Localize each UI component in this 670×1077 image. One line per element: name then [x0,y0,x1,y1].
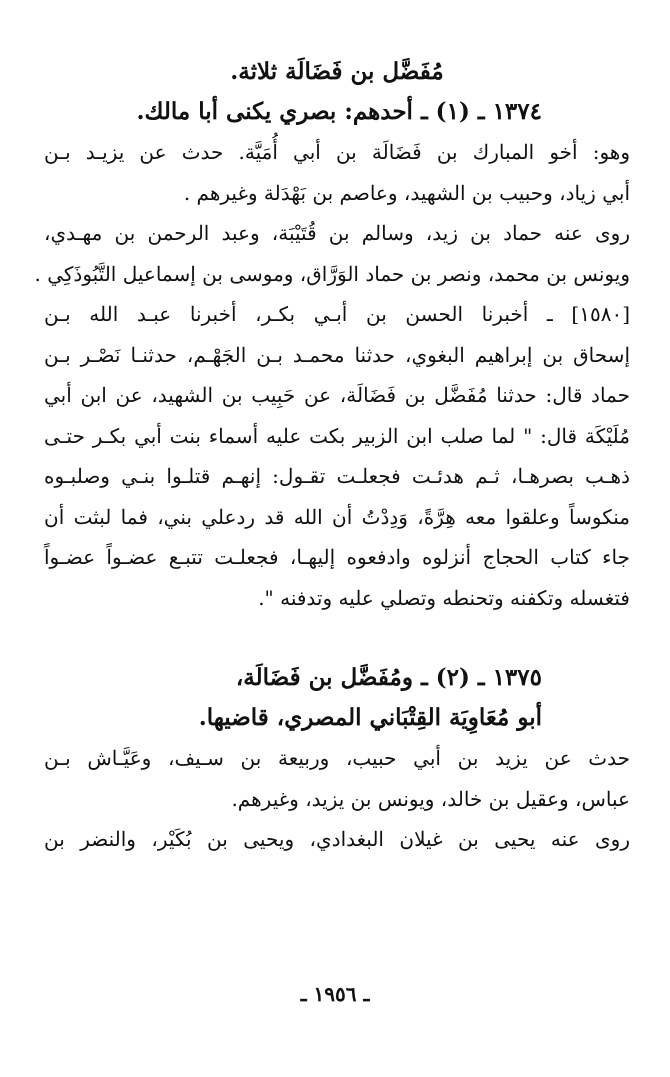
text-line: جاء كتاب الحجاج أنزلوه وادفعوه إليهـا، فجعلـت تتبـع عضـواً عضـواً [44,545,630,569]
text-line: منكوساً وعلقوا معه هِرَّةً، وَدِدْتُ أن الله قد ردعلي بني، فما لبثت أن [44,504,630,529]
entry-heading-1374: ١٣٧٤ ـ (١) ـ أحدهم: بصري يكنى أبا مالك. [136,98,542,125]
entry-heading-1375-subtitle: أبو مُعَاوِيَة القِتْبَاني المصري، قاضيها. [198,704,542,731]
text-line: مُلَيْكَة قال: " لما صلب ابن الزبير بكت عليه أسماء بنت أبي بكـر حتـى [44,423,630,448]
spacer [44,618,630,658]
text-line: حدث عن يزيد بن أبي حبيب، وربيعة بن سـيف، وعَيَّـاش بـن [44,746,630,770]
text-line: روى عنه حماد بن زيد، وسالم بن قُتَيْبَة، وعبد الرحمن بن مهـدي، [44,221,631,245]
text-line: أبي زياد، وحبيب بن الشهيد، وعاصم بن بَهْدَلة وغيرهم . [183,180,630,205]
text-line: وهو: أخو المبارك بن فَضَالَة بن أبي أُمَيَّة. حدث عن يزيـد بـن [44,140,630,164]
text-line: حماد قال: حدثنا مُفَضَّل بن فَضَالَة، عن حَبِيب بن الشهيد، عن ابن أبي [44,383,630,407]
section-title: مُفَضَّل بن فَضَالَة ثلاثة. [230,58,444,85]
page-number: ـ ١٩٥٦ ـ [300,982,370,1006]
text-line: إسحاق بن إبراهيم البغوي، حدثنا محمـد بـن الجَهْـم، حدثنـا نَصْـر بـن [44,342,630,367]
text-line: روى عنه يحيى بن غيلان البغدادي، ويحيى بن بُكَيْر، والنضر بن [44,827,630,851]
text-line: فتغسله وتكفنه وتحنطه وتصلي عليه وتدفنه ". [258,585,630,610]
entry-heading-1375: ١٣٧٥ ـ (٢) ـ ومُفَضَّل بن فَضَالَة، [235,664,542,691]
text-line: ويونس بن محمد، ونصر بن حماد الوَرَّاق، وموسى بن إسماعيل التَّبُوذَكِي . [34,261,630,286]
text-line: [١٥٨٠] ـ أخبرنا الحسن بن أبـي بكـر، أخبرنا عبـد الله بـن [44,302,630,326]
text-line: ذهـب بصرهـا، ثـم هدئـت فجعلـت تقـول: إنهـم قتلـوا بنـي وصلبـوه [44,464,630,488]
text-line: عباس، وعقيل بن خالد، ويونس بن يزيد، وغيرهم. [231,786,630,811]
